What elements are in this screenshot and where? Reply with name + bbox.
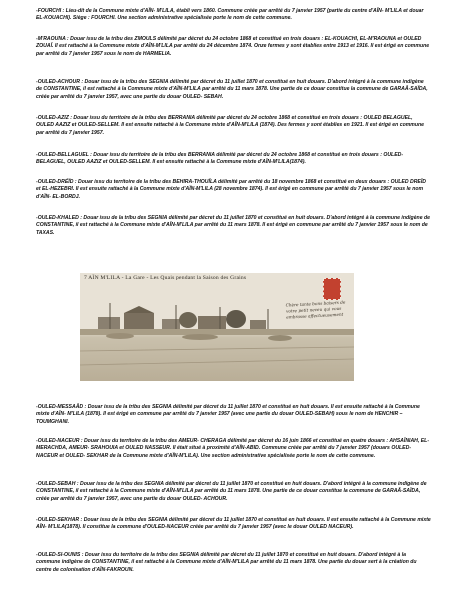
postcard-photo	[80, 273, 354, 381]
entry-fourchi: -FOURCHI : Lieu-dit de la Commune mixte d'AÏN- M'LILA, établi vers 1860. Commune créée par arrêté du 7 janvier 1957 (partie du centre d'AÏN- M'LILA et douar EL-KOUACHI). Siège : FOURCHI. Une section administrative spécialisée porte le nom de cette commune.	[36, 8, 424, 22]
entry-mraouna: -M'RAOUNA : Douar issu de la tribu des ZMOULS délimité par décret du 24 octobre 1868 et constitué en trois douars : EL-KOUACHI, EL-M'RAOUNA et OULED ZOUAÏ. Il est rattaché à la Commune mixte d'AÏN-M'LILA par arrêté du 24 décembre 1874. Onze fermes y sont établies entre 1913 et 1916. Il est érigé en commune par arrêté du 7 janvier 1957 sous le nom de HARMELIA.	[36, 36, 430, 57]
entry-ouled-khaled: -OULED-KHALED : Douar issu de la tribu des SEGNIA délimité par décret du 11 juillet 1870 et constitué en huit douars. D'abord intégré à la commune indigène de CONSTANTINE, il est rattaché à la Commune mixte d'AÏN-M'LILA par arrêté du 11 mars 1878. Il est érigé en commune par arrêté du 7 janvier 1957 sous le nom de TAXAS.	[36, 215, 430, 236]
entry-ouled-sekhar: -OULED-SEKHAR : Douar issu de la tribu des SEGNIA délimité par décret du 11 juillet 1870 et constitué en huit douars. Il est ensuite rattaché à la Commune mixte AÏN- M'LILA(1878). Il constitue la commune d'OULED-NACEUR créée par arrêté du 7 janvier 1957 (avec le douar OULED NACEUR).	[36, 517, 431, 531]
entry-ouled-belaguel: -OULED-BELLAGUEL : Douar issu du territoire de la tribu des BERRANIA délimité par décret du 24 octobre 1868 et constitué en trois douars : OULED-BELAGUEL, OULED AAZIZ et OULED-SELLEM. Il est ensuite rattaché à la Commune mixte d'AÏN-M'LILA(1874).	[36, 152, 404, 166]
postcard-caption: 7 AÏN M'LILA - La Gare - Les Quais pendant la Saison des Grains	[84, 275, 247, 281]
postcard-scene	[80, 273, 354, 381]
postage-stamp	[323, 278, 341, 300]
entry-ouled-messaad: -OULED-MESSAÂD : Douar issu de la tribu des SEGNIA délimité par décret du 11 juillet 1870 et constitué en huit douars. Il est ensuite rattaché à la Commune mixte d'AÏN- M'LILA (1878). Il est érigé en commune par arrêté du 7 janvier 1957 (avec une partie du douar OULED-SEBAH) sous le nom de HENCHIR –TOUMGHANI.	[36, 404, 420, 425]
handwritten-note: Chère tante bons baisers de votre petit neveu qui vous embrasse affectueusement	[285, 299, 346, 320]
entry-ouled-aziz: -OULED-AZIZ : Douar issu du territoire de la tribu des BERRANIA délimité par décret du 24 octobre 1868 et constitué en trois douars : OULED BELAGUEL, OULED AAZIZ et OULED-SELLEM. Il est ensuite rattaché à la Commune mixte d'AÏN-M'LILA (1874). Des fermes y sont établies en 1921. Il est érigé en commune par arrêté du 7 janvier 1957.	[36, 115, 424, 136]
entry-ouled-dreid: -OULED-DRÉÏD : Douar issu du territoire de la tribu des BEHIRA-THOUÏLA délimité par arrêté du 18 novembre 1868 et constitué en deux douars : OULED DREÏD et EL-HEZEBRI. Il est ensuite rattaché à la Commune mixte d'AÏN-M'LILA (28 novembre 1874). Il est érigé en commune par arrêté du 7 janvier 1957 sous le nom d'AÏN- EL-BORDJ.	[36, 179, 426, 200]
entry-ouled-sebah: -OULED-SEBAH : Douar issu de la tribu des SEGNIA délimité par décret du 11 juillet 1870 et constitué en huit douars. D'abord intégré à la commune indigène de CONSTANTINE, il est rattaché à la Commune mixte d'AÏN-M'LILA par arrêté du 11 mars 1878. Une partie de ce douar constitue la commune de GARAÂ-SAÏDA, créée par arrêté du 7 janvier 1957, avec une partie du douar OULED- ACHOUR.	[36, 481, 427, 502]
entry-ouled-achour: -OULED-ACHOUR : Douar issu de la tribu des SEGNIA délimité par décret du 11 juillet 1870 et constitué en huit douars. D'abord intégré à la commune indigène de CONSTANTINE, il est rattaché à la Commune mixte d'AÏN-M'LILA par arrêté du 11 mars 1878. Une partie de ce douar constitue la commune de GARAÂ-SAÏDA, créée par arrêté du 7 janvier 1957, avec une partie du douar OULED- SEBAH.	[36, 79, 428, 100]
entry-ouled-si-ounis: -OULED-SI-OUNIS : Douar issu du territoire de la tribu des SEGNIA délimité par décret du 11 juillet 1870 et constitué en huit douars. D'abord intégré à la commune indigène de CONSTANTINE, il est rattaché à la Commune mixte d'AÏN-M'LILA par arrêté du 11 mars 1878. Une partie du douar sert à la création du centre de colonisation d'AÏN-FAKROUN.	[36, 552, 417, 573]
entry-ouled-naceur: -OULED-NACEUR : Douar issu du territoire de la tribu des AMEUR- CHERAGA délimité par décret du 16 juin 1866 et constitué en quatre douars : AHSAÏNIAH, EL-MERACHDA, AMEUR- SRAHOUIA et OULED NASSEUR. Il était situé à proximité d'AÏN-ABID. Commune créée par arrêté du 7 janvier 1957 (douars OULED-NACEUR et OULED- SEKHAR de la Commune mixte d'AÏN-M'LILA). Une section administrative spécialisée porte le nom de cette commune.	[36, 438, 430, 459]
